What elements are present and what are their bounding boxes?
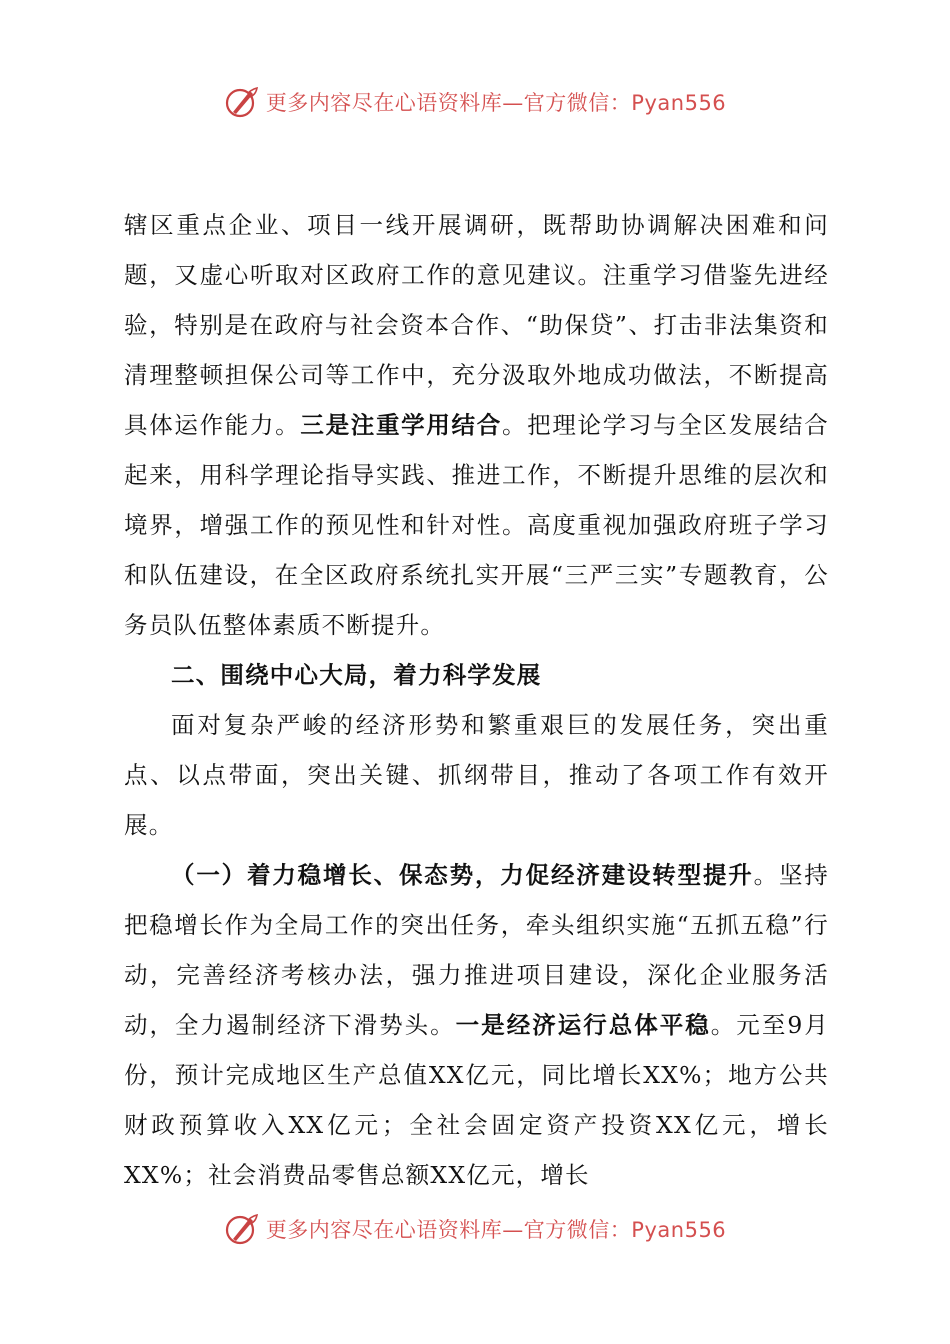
section-heading-2: 二、围绕中心大局，着力科学发展 — [171, 661, 542, 689]
document-body — [124, 200, 829, 1200]
watermark-text: 更多内容尽在心语资料库—官方微信：Pyan556 — [265, 91, 727, 115]
footer-watermark — [0, 1209, 950, 1249]
header-watermark — [0, 82, 950, 122]
paragraph-3: （一）着力稳增长、保态势，力促经济建设转型提升。坚持把稳增长作为全局工作的突出任务，牵头组织实施“五抓五稳”行动，完善经济考核办法，强力推进项目建设，深化企业服务活动，全力遏制经济下滑势头。一是经济运行总体平稳。元至9月份，预计完成地区生产总值XX亿元，同比增长XX%；地方公共财政预算收入XX亿元；全社会固定资产投资XX亿元，增长XX%；社会消费品零售总额XX亿元，增长 — [124, 861, 829, 1189]
paragraph-1: 辖区重点企业、项目一线开展调研，既帮助协调解决困难和问题，又虚心听取对区政府工作的意见建议。注重学习借鉴先进经验，特别是在政府与社会资本合作、“助保贷”、打击非法集资和清理整顿担保公司等工作中，充分汲取外地成功做法，不断提高具体运作能力。三是注重学用结合。把理论学习与全区发展结合起来，用科学理论指导实践、推进工作，不断提升思维的层次和境界，增强工作的预见性和针对性。高度重视加强政府班子学习和队伍建设，在全区政府系统扎实开展“三严三实”专题教育，公务员队伍整体素质不断提升。 — [124, 211, 829, 639]
watermark-text: 更多内容尽在心语资料库—官方微信：Pyan556 — [265, 1218, 727, 1242]
quill-pen-circle-logo-icon — [224, 1212, 258, 1246]
paragraph-2: 面对复杂严峻的经济形势和繁重艰巨的发展任务，突出重点、以点带面，突出关键、抓纲带目，推动了各项工作有效开展。 — [124, 711, 829, 839]
quill-pen-circle-logo-icon — [224, 85, 258, 119]
